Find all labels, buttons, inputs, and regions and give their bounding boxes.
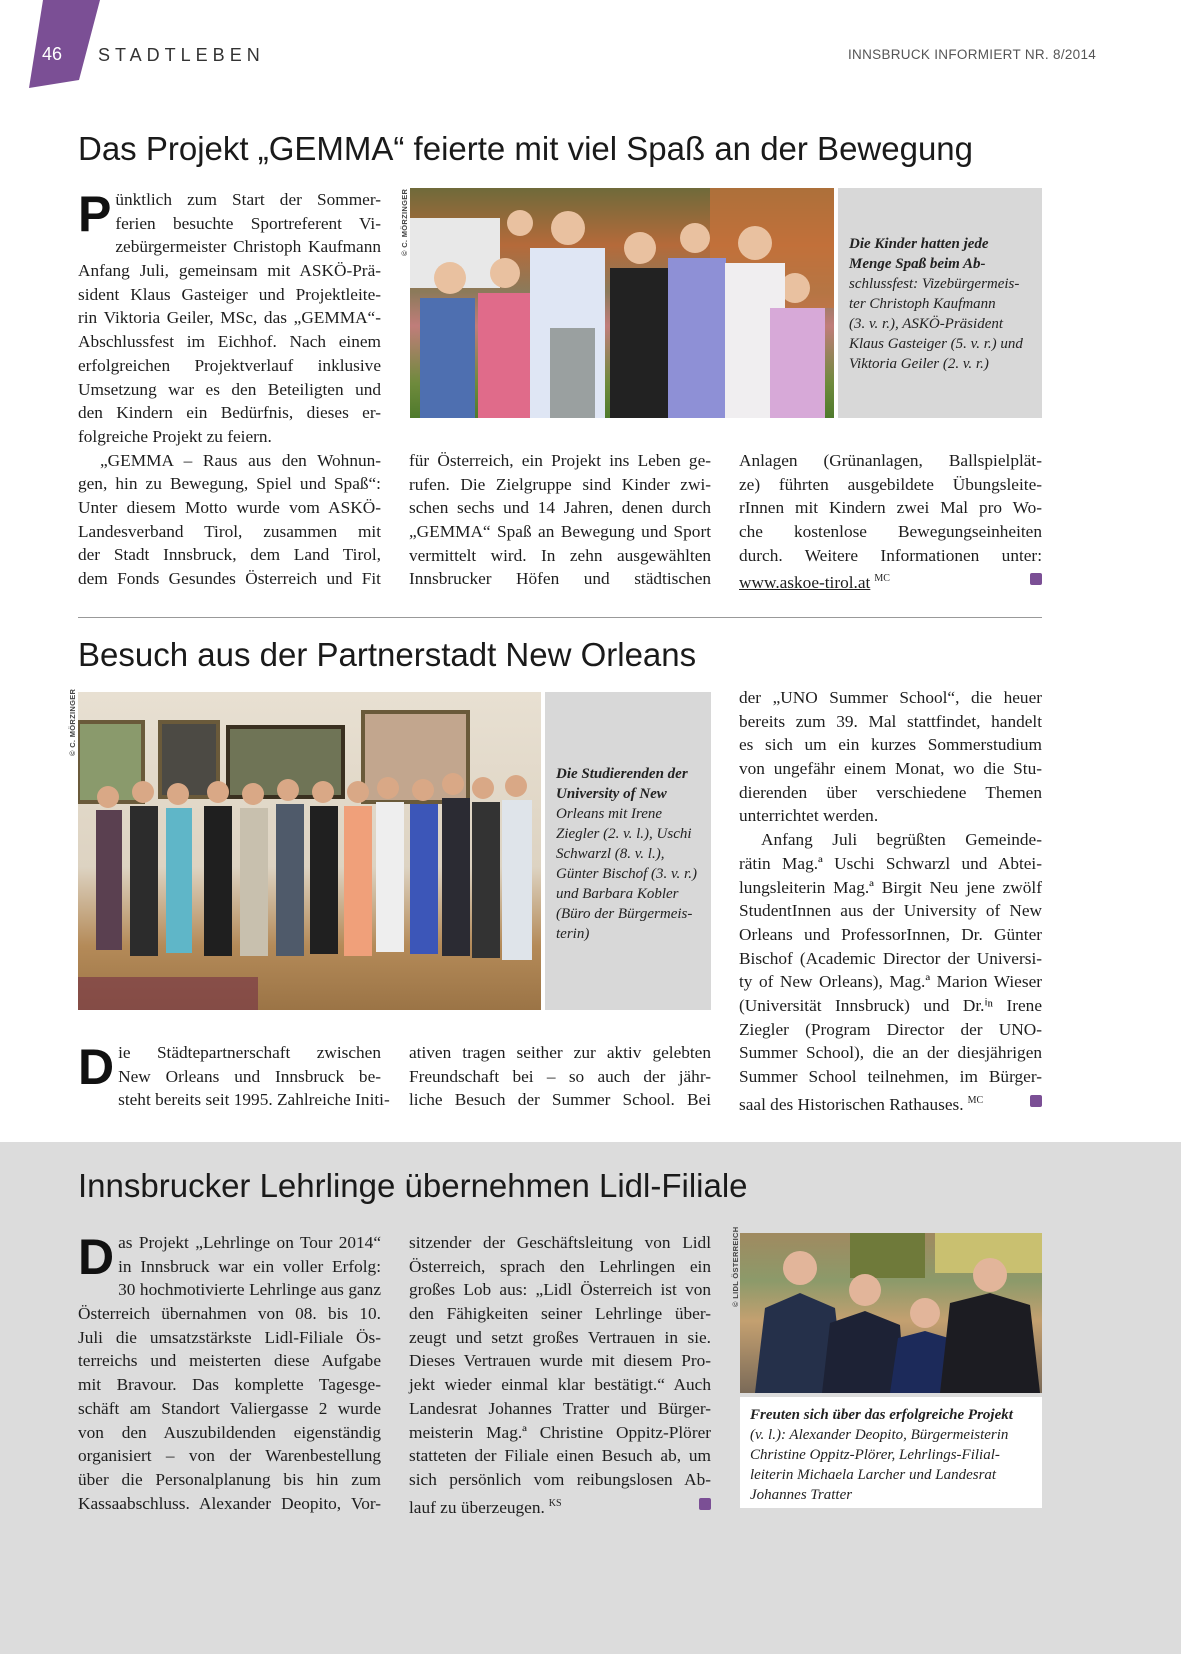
article2-column-1: [78, 1039, 390, 1112]
text-line: Landesrat Johannes Tratter und Bürger-: [409, 1398, 711, 1418]
text-line: ferien besuchte Sportreferent Vi-: [115, 213, 381, 233]
article3-column-1: [78, 1231, 381, 1515]
drop-cap: D: [78, 1039, 115, 1095]
text-line: durch. Weitere Informationen unter:: [739, 545, 1042, 565]
text-line: mit Bravour. Das komplette Tagesge-: [78, 1375, 381, 1395]
text-line: steht bereits seit 1995. Zahlreiche Initi-: [118, 1090, 390, 1110]
text-line: für Österreich, ein Projekt ins Leben ge-: [409, 451, 711, 470]
page-number: 46: [42, 44, 63, 64]
text-line: den Fähigkeiten seiner Lehrlinge über-: [409, 1304, 711, 1324]
article2-column-3: [739, 686, 1042, 1116]
text-line: bereits zum 39. Mal stattfindet, handelt: [739, 711, 1042, 731]
photo-credit: © C. MÖRZINGER: [400, 188, 409, 256]
photo-people-illustration: [740, 1233, 1042, 1393]
article-end-line: lauf zu überzeugen. $^{KS}$: [409, 1492, 711, 1519]
article2-column-2: [409, 1041, 711, 1112]
article-divider: [78, 617, 1042, 618]
text-line: jekt wieder einmal klar bestätigt.“ Auch: [409, 1375, 711, 1395]
photo-caption: [750, 1405, 1040, 1505]
caption-line: leiterin Michaela Larcher und Landesrat: [750, 1467, 997, 1483]
text-line: Abschlussfest im Eichhof. Nach einem: [78, 332, 381, 352]
end-mark-icon: [699, 1498, 711, 1510]
article-end-line: saal des Historischen Rathauses. $^{MC}$: [739, 1089, 1042, 1116]
text-line: in Innsbruck war ein voller Erfolg:: [118, 1256, 381, 1276]
caption-line: (Büro der Bürgermeis-: [556, 906, 693, 922]
photo-credit: © LIDL ÖSTERREICH: [731, 1226, 740, 1307]
text-line: gen, hin zu Bewegung, Spiel und Spaß“:: [78, 474, 381, 494]
text-line: Österreich übernahmen von 08. bis 10.: [78, 1304, 381, 1324]
article1-column-2: [409, 449, 711, 591]
text-line: Unter diesem Motto wurde vom ASKÖ-: [78, 497, 381, 517]
author-signature: MC: [967, 1094, 984, 1106]
issue-label: INNSBRUCK INFORMIERT NR. 8/2014: [848, 47, 1097, 62]
text-line: von ungefähr einem Monat, wo die Stu-: [739, 759, 1042, 779]
text-line: rin Viktoria Geiler, MSc, das „GEMMA“-: [78, 308, 381, 328]
text-line: Anfang Juli, gemeinsam mit ASKÖ-Prä-: [78, 261, 381, 281]
text-line: as Projekt „Lehrlinge on Tour 2014“: [118, 1233, 381, 1252]
article1-column-3: [739, 449, 1042, 595]
caption-line: Orleans mit Irene: [556, 806, 663, 822]
caption-box: [838, 188, 1042, 418]
caption-line: Günter Bischof (3. v. r.): [556, 866, 697, 882]
caption-line: Die Studierenden der: [556, 766, 688, 782]
text-line: der Stadt Innsbruck, dem Land Tirol,: [78, 545, 381, 565]
caption-line: Viktoria Geiler (2. v. r.): [849, 356, 989, 372]
text-line: ze) führten ausgebildete Übungsleite-: [739, 474, 1042, 494]
photo-people-illustration: [78, 692, 541, 1010]
text-line: ativen tragen seither zur aktiv gelebten: [409, 1043, 711, 1062]
askoe-link[interactable]: www.askoe-tirol.at: [739, 573, 871, 593]
caption-line: Die Kinder hatten jede: [849, 236, 989, 252]
caption-line: terin): [556, 926, 590, 942]
text-line: Umsetzung war es den Beteiligten und: [78, 379, 381, 399]
text-line: liche Besuch der Summer School. Bei: [409, 1090, 711, 1110]
text-line: rufen. Die Zielgruppe sind Kinder zwi-: [409, 474, 711, 494]
caption-line: Freuten sich über das erfolgreiche Projekt: [750, 1407, 1013, 1423]
text-line: lungsleiterin Mag.ª Birgit Neu jene zwölf: [739, 877, 1042, 897]
text-line: Kassaabschluss. Alexander Deopito, Vor-: [78, 1493, 381, 1513]
text-line: Juli die umsatzstärkste Lidl-Filiale Ös-: [78, 1327, 381, 1347]
author-signature: KS: [548, 1497, 562, 1509]
text-line: ty of New Orleans), Mag.ª Marion Wieser: [739, 972, 1042, 992]
text-line: Innsbrucker Höfen und städtischen: [409, 569, 711, 589]
text-line: Dieses Vertrauen wurde mit diesem Pro-: [409, 1351, 711, 1371]
text-line: Ziegler (Program Director der UNO-: [739, 1019, 1042, 1039]
article-title-lidl: Innsbrucker Lehrlinge übernehmen Lidl-Filiale: [78, 1167, 748, 1204]
caption-line: Menge Spaß beim Ab-: [849, 256, 986, 272]
text-line: vermittelt wird. In zehn ausgewählten: [409, 545, 711, 565]
caption-line: University of New: [556, 786, 667, 802]
caption-line: Schwarzl (8. v. l.),: [556, 846, 665, 862]
caption-line: und Barbara Kobler: [556, 886, 679, 902]
caption-line: Christine Oppitz-Plörer, Lehrlings-Filial-: [750, 1447, 1000, 1463]
text-line: rätin Mag.ª Uschi Schwarzl und Abtei-: [739, 853, 1042, 873]
author-signature: MC: [874, 573, 890, 585]
text-line: unterrichtet werden.: [739, 806, 879, 826]
section-title: STADTLEBEN: [98, 45, 265, 65]
text-line: Summer School), die an der diesjährigen: [739, 1043, 1042, 1063]
text-line: der „UNO Summer School“, die heuer: [739, 688, 1042, 707]
article-title-new-orleans: Besuch aus der Partnerstadt New Orleans: [78, 636, 697, 673]
photo-caption: [556, 764, 711, 944]
text-line: sich persönlich vom reibungslosen Ab-: [409, 1469, 711, 1489]
text-line: statteten der Filiale einen Besuch ab, um: [409, 1446, 711, 1466]
text-line: es sich um ein kurzes Sommerstudium: [739, 735, 1042, 755]
end-mark-icon: [1030, 1095, 1042, 1107]
caption-box: [545, 692, 711, 1010]
text-line: Freundschaft bei – so auch der jähr-: [409, 1066, 711, 1086]
text-line: sitzender der Geschäftsleitung von Lidl: [409, 1233, 711, 1252]
photo-credit: © C. MÖRZINGER: [68, 688, 77, 756]
text-line: über die Personalplanung bis hin zum: [78, 1469, 381, 1489]
caption-box: [740, 1397, 1042, 1508]
text-line: Anfang Juli begrüßten Gemeinde-: [761, 830, 1042, 850]
text-line: StudentInnen aus der University of New: [739, 901, 1042, 921]
text-line: schäft am Standort Valiergasse 2 wurde: [78, 1398, 381, 1418]
text-line: Landesverband Tirol, zusammen mit: [78, 521, 381, 541]
photo-lidl-group: [740, 1233, 1042, 1393]
caption-line: Johannes Tratter: [750, 1487, 853, 1503]
text-line: von den Auszubildenden eigenständig: [78, 1422, 381, 1442]
caption-line: ter Christoph Kaufmann: [849, 296, 996, 312]
text-line: zeugt und setzt großes Vertrauen in sie.: [409, 1327, 711, 1347]
caption-line: schlussfest: Vizebürgermeis-: [849, 276, 1020, 292]
text-line: Anlagen (Grünanlagen, Ballspielplät-: [739, 451, 1042, 470]
photo-caption: [849, 234, 1039, 374]
text-line: (Universität Innsbruck) und Dr.ⁱⁿ Irene: [739, 995, 1042, 1015]
text-line: Österreich, sprach den Lehrlingen ein: [409, 1256, 711, 1276]
text-line: „GEMMA“ Spaß an Bewegung und Sport: [409, 522, 711, 542]
text-line: dem Fonds Gesundes Österreich und Fit: [78, 569, 381, 588]
photo-gemma-group: [410, 188, 834, 418]
text-line: meisterin Mag.ª Christine Oppitz-Plörer: [409, 1422, 711, 1442]
article3-column-2: [409, 1231, 711, 1519]
caption-line: Ziegler (2. v. l.), Uschi: [556, 826, 692, 842]
text-line: folgreiche Projekt zu feiern.: [78, 426, 272, 446]
caption-line: (3. v. r.), ASKÖ-Präsident: [849, 316, 1004, 332]
caption-line: (v. l.): Alexander Deopito, Bürgermeisterin: [750, 1427, 1009, 1443]
text-line: Summer School teilnehmen, im Bürger-: [739, 1067, 1042, 1086]
text-line: Orleans und ProfessorInnen, Dr. Günter: [739, 924, 1042, 944]
text-line: den Kindern ein Bedürfnis, dieses er-: [78, 403, 381, 423]
article-title-gemma: Das Projekt „GEMMA“ feierte mit viel Spaß an der Bewegung: [78, 130, 974, 167]
end-mark-icon: [1030, 573, 1042, 585]
text-line: terreichs und meisterten diese Aufgabe: [78, 1351, 381, 1371]
text-line: dierenden über verschiedene Themen: [739, 782, 1042, 802]
text-line: 30 hochmotivierte Lehrlinge aus ganz: [118, 1280, 381, 1300]
photo-new-orleans-group: [78, 692, 541, 1010]
drop-cap: D: [78, 1229, 115, 1285]
article1-column-1: [78, 188, 381, 591]
article-end-line: [739, 567, 1042, 594]
text-line: Bischof (Academic Director der Universi-: [739, 948, 1042, 968]
text-line: schen sechs und 14 Jahren, denen durch: [409, 498, 711, 518]
text-line: New Orleans und Innsbruck be-: [118, 1066, 381, 1086]
text-line: che kostenlose Bewegungseinheiten: [739, 522, 1042, 542]
photo-people-illustration: [410, 188, 834, 418]
text-line: ünktlich zum Start der Sommer-: [115, 190, 381, 209]
text-line: zebürgermeister Christoph Kaufmann: [115, 237, 381, 257]
caption-line: Klaus Gasteiger (5. v. r.) und: [849, 336, 1023, 352]
drop-cap: P: [78, 186, 112, 242]
text-line: erfolgreichen Projektverlauf inklusive: [78, 355, 381, 375]
text-line: großes Lob aus: „Lidl Österreich ist von: [409, 1280, 711, 1300]
text-line: ie Städtepartnerschaft zwischen: [118, 1043, 381, 1062]
text-line: sident Klaus Gasteiger und Projektleite-: [78, 284, 381, 304]
text-line: organisiert – von der Warenbestellung: [78, 1446, 381, 1466]
text-line: rInnen mit Kindern zwei Mal pro Wo-: [739, 498, 1042, 518]
text-line: „GEMMA – Raus aus den Wohnun-: [100, 450, 381, 470]
